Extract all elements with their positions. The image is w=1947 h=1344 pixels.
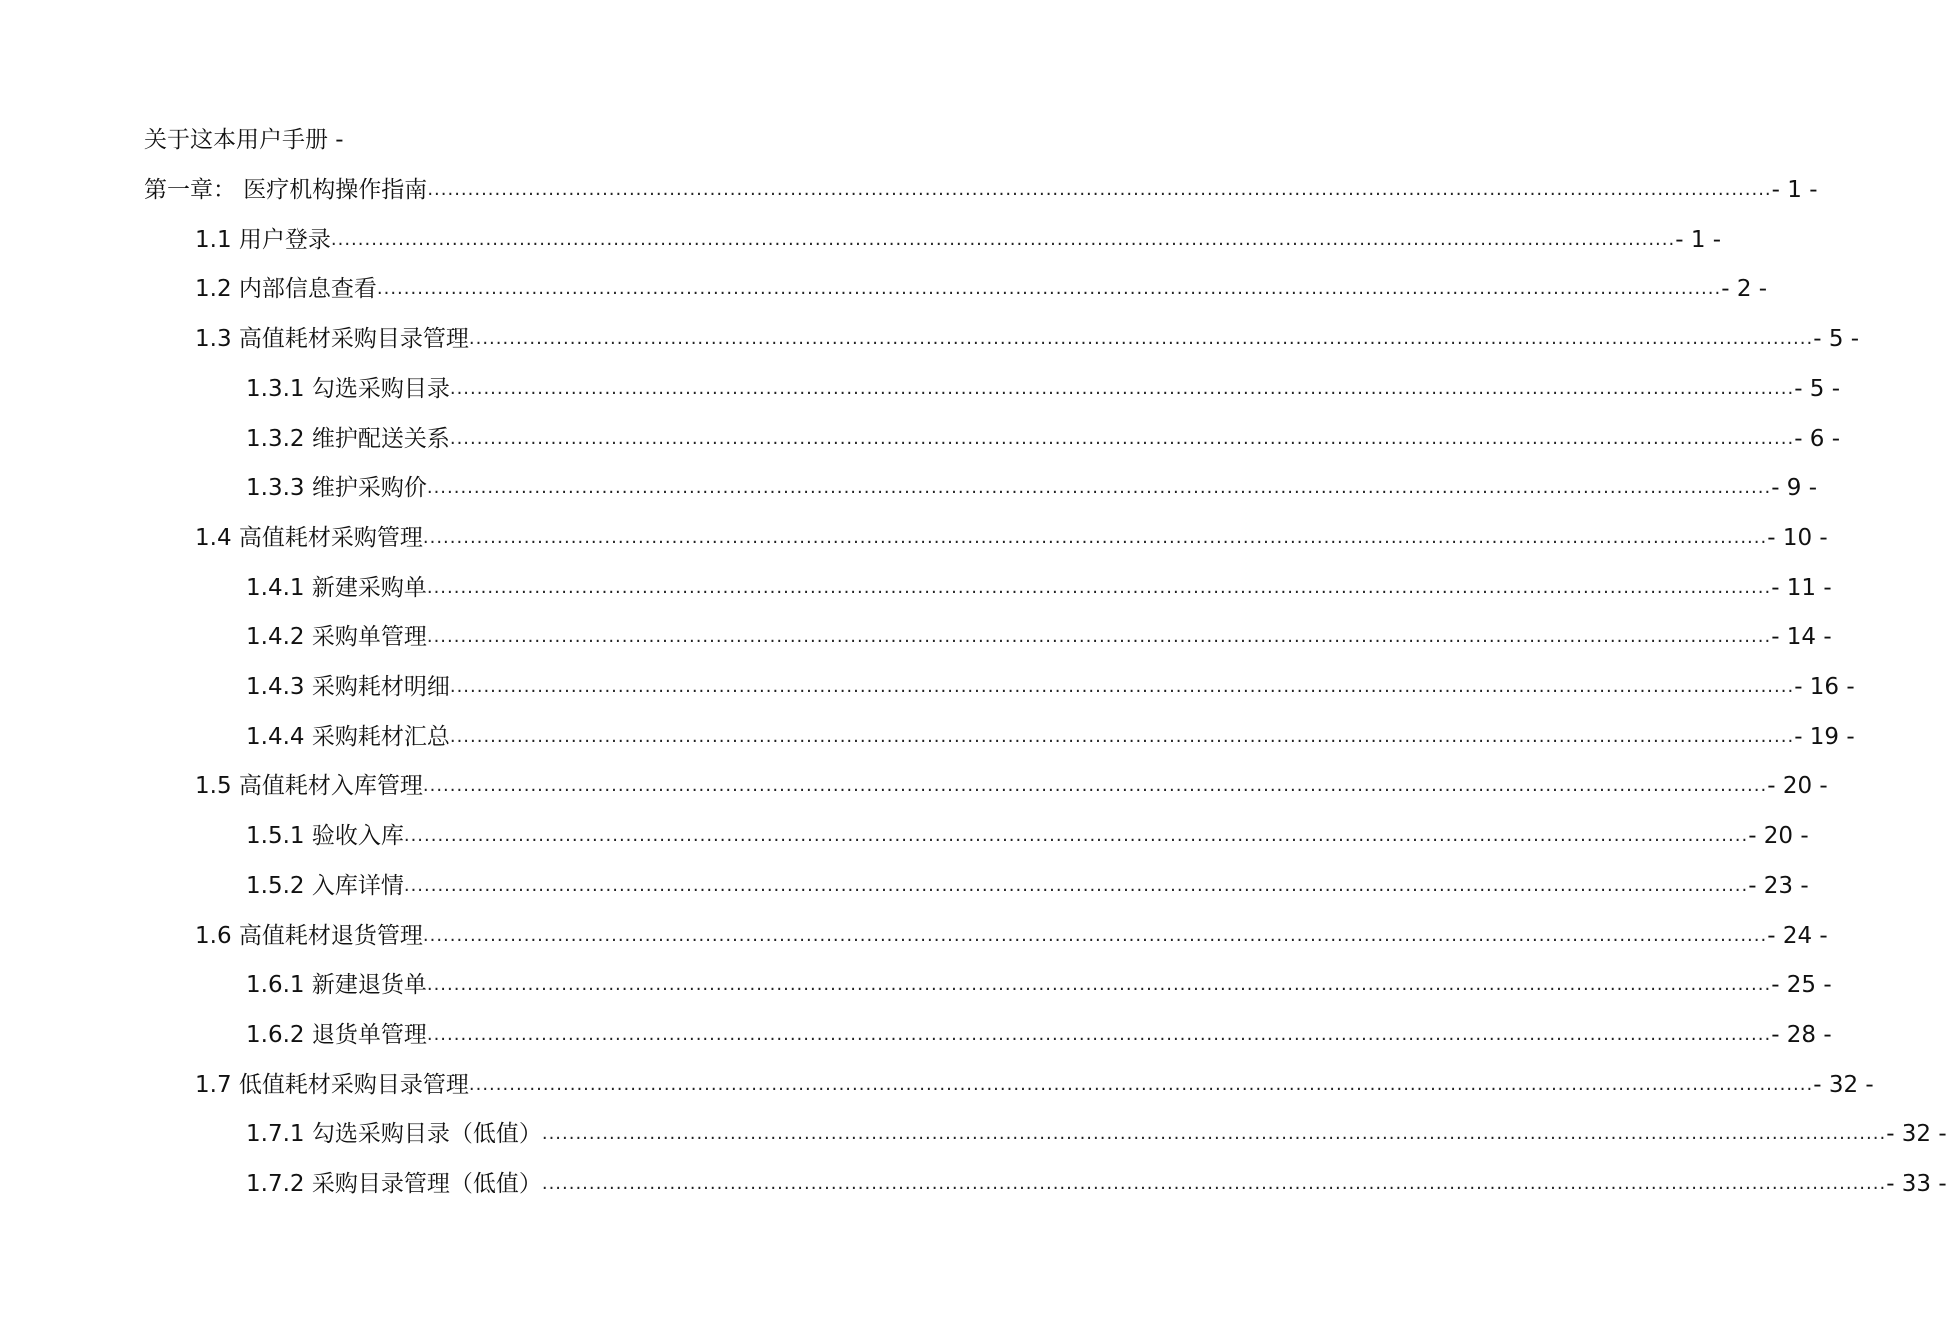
toc-entry[interactable]	[246, 868, 1809, 904]
toc-page-number: - 11 -	[1771, 574, 1832, 601]
toc-entry-title: 1.7 低值耗材采购目录管理	[195, 1071, 469, 1098]
toc-entry[interactable]	[246, 421, 1841, 457]
toc-entry-title: 1.1 用户登录	[195, 226, 331, 253]
intro-line: 关于这本用户手册 -	[144, 127, 344, 153]
toc-entry[interactable]	[246, 470, 1818, 506]
toc-dot-leader: ........................................................................................................................................................................................................	[426, 974, 1772, 996]
toc-dot-leader: ........................................................................................................................................................................................................	[376, 278, 1722, 300]
toc-dot-leader: ........................................................................................................................................................................................................	[403, 825, 1749, 847]
toc-entry-title: 1.6.2 退货单管理	[246, 1021, 427, 1048]
toc-entry[interactable]	[195, 321, 1860, 357]
toc-dot-leader: ........................................................................................................................................................................................................	[449, 676, 1795, 697]
toc-entry-title: 1.4.3 采购耗材明细	[246, 674, 450, 700]
toc-entry-title: 1.3.2 维护配送关系	[246, 425, 450, 452]
toc-page-number: - 5 -	[1813, 326, 1860, 353]
toc-page-number: - 32 -	[1813, 1071, 1874, 1098]
toc-entry[interactable]	[195, 271, 1768, 307]
toc-entry-title: 1.4.4 采购耗材汇总	[246, 723, 450, 750]
toc-entry-title: 1.4.2 采购单管理	[246, 624, 427, 651]
toc-entry-title: 1.2 内部信息查看	[195, 276, 377, 303]
toc-page-number: - 16 -	[1794, 674, 1855, 700]
toc-entry-title: 1.6.1 新建退货单	[246, 972, 427, 999]
toc-dot-leader: ........................................................................................................................................................................................................	[403, 874, 1749, 896]
toc-page-number: - 9 -	[1771, 475, 1818, 502]
toc-entry[interactable]	[246, 1166, 1947, 1202]
toc-page-number: - 1 -	[1675, 226, 1722, 253]
toc-page-number: - 33 -	[1886, 1171, 1947, 1197]
toc-page-number: - 20 -	[1748, 823, 1809, 850]
toc-entry-title: 1.3.1 勾选采购目录	[246, 375, 450, 402]
toc-dot-leader: ........................................................................................................................................................................................................	[449, 427, 1795, 449]
toc-entry-title: 1.7.2 采购目录管理（低值）	[246, 1171, 542, 1197]
toc-dot-leader: ........................................................................................................................................................................................................	[427, 179, 1772, 200]
toc-dot-leader: ........................................................................................................................................................................................................	[468, 1073, 1814, 1095]
toc-entry-title: 1.5 高值耗材入库管理	[195, 773, 423, 800]
toc-entry[interactable]	[195, 918, 1828, 954]
toc-entry[interactable]	[246, 818, 1809, 854]
toc-dot-leader: ........................................................................................................................................................................................................	[330, 228, 1676, 250]
toc-entry[interactable]	[246, 669, 1855, 705]
toc-dot-leader: ........................................................................................................................................................................................................	[426, 576, 1772, 598]
toc-dot-leader: ........................................................................................................................................................................................................	[449, 377, 1795, 399]
toc-dot-leader: ........................................................................................................................................................................................................	[422, 526, 1768, 548]
toc-entry-title: 1.6 高值耗材退货管理	[195, 922, 423, 949]
toc-dot-leader: ........................................................................................................................................................................................................	[541, 1173, 1887, 1194]
toc-page-number: - 25 -	[1771, 972, 1832, 999]
toc-dot-leader: ........................................................................................................................................................................................................	[468, 328, 1814, 350]
toc-entry-title: 第一章： 医疗机构操作指南	[144, 177, 428, 203]
toc-page-number: - 2 -	[1721, 276, 1768, 303]
toc-page-number: - 19 -	[1794, 723, 1855, 750]
toc-entry-title: 1.5.1 验收入库	[246, 823, 404, 850]
toc-dot-leader: ........................................................................................................................................................................................................	[426, 477, 1772, 499]
toc-dot-leader: ........................................................................................................................................................................................................	[422, 924, 1768, 946]
toc-dot-leader: ........................................................................................................................................................................................................	[449, 725, 1795, 747]
toc-entry[interactable]	[246, 371, 1841, 407]
toc-page-number: - 6 -	[1794, 425, 1841, 452]
toc-entry[interactable]	[246, 1017, 1832, 1053]
toc-entry-title: 1.4.1 新建采购单	[246, 574, 427, 601]
toc-page-number: - 1 -	[1771, 177, 1818, 203]
toc-page-number: - 5 -	[1794, 375, 1841, 402]
toc-dot-leader: ........................................................................................................................................................................................................	[422, 775, 1768, 797]
toc-entry-title: 1.3.3 维护采购价	[246, 475, 427, 502]
toc-entry[interactable]	[246, 619, 1832, 655]
toc-entry[interactable]	[246, 967, 1832, 1003]
toc-entry[interactable]	[195, 768, 1828, 804]
toc-entry[interactable]	[246, 570, 1832, 606]
toc-page-number: - 23 -	[1748, 872, 1809, 899]
toc-entry-title: 1.4 高值耗材采购管理	[195, 524, 423, 551]
toc-dot-leader: ........................................................................................................................................................................................................	[426, 1023, 1772, 1045]
toc-entry[interactable]	[195, 520, 1828, 556]
toc-page-number: - 14 -	[1771, 624, 1832, 651]
toc-page-number: - 32 -	[1886, 1121, 1947, 1148]
toc-dot-leader: ........................................................................................................................................................................................................	[426, 626, 1772, 648]
toc-entry[interactable]	[246, 1116, 1947, 1152]
toc-entry[interactable]	[144, 172, 1818, 208]
toc-entry[interactable]	[246, 719, 1855, 755]
toc-entry-title: 1.5.2 入库详情	[246, 872, 404, 899]
toc-entry[interactable]	[195, 1067, 1874, 1103]
toc-page-number: - 24 -	[1767, 922, 1828, 949]
toc-dot-leader: ........................................................................................................................................................................................................	[541, 1123, 1887, 1145]
toc-page-number: - 28 -	[1771, 1021, 1832, 1048]
toc-page-number: - 10 -	[1767, 524, 1828, 551]
toc-entry-title: 1.3 高值耗材采购目录管理	[195, 326, 469, 353]
toc-entry-title: 1.7.1 勾选采购目录（低值）	[246, 1121, 542, 1148]
toc-page-number: - 20 -	[1767, 773, 1828, 800]
toc-entry[interactable]	[195, 222, 1722, 258]
